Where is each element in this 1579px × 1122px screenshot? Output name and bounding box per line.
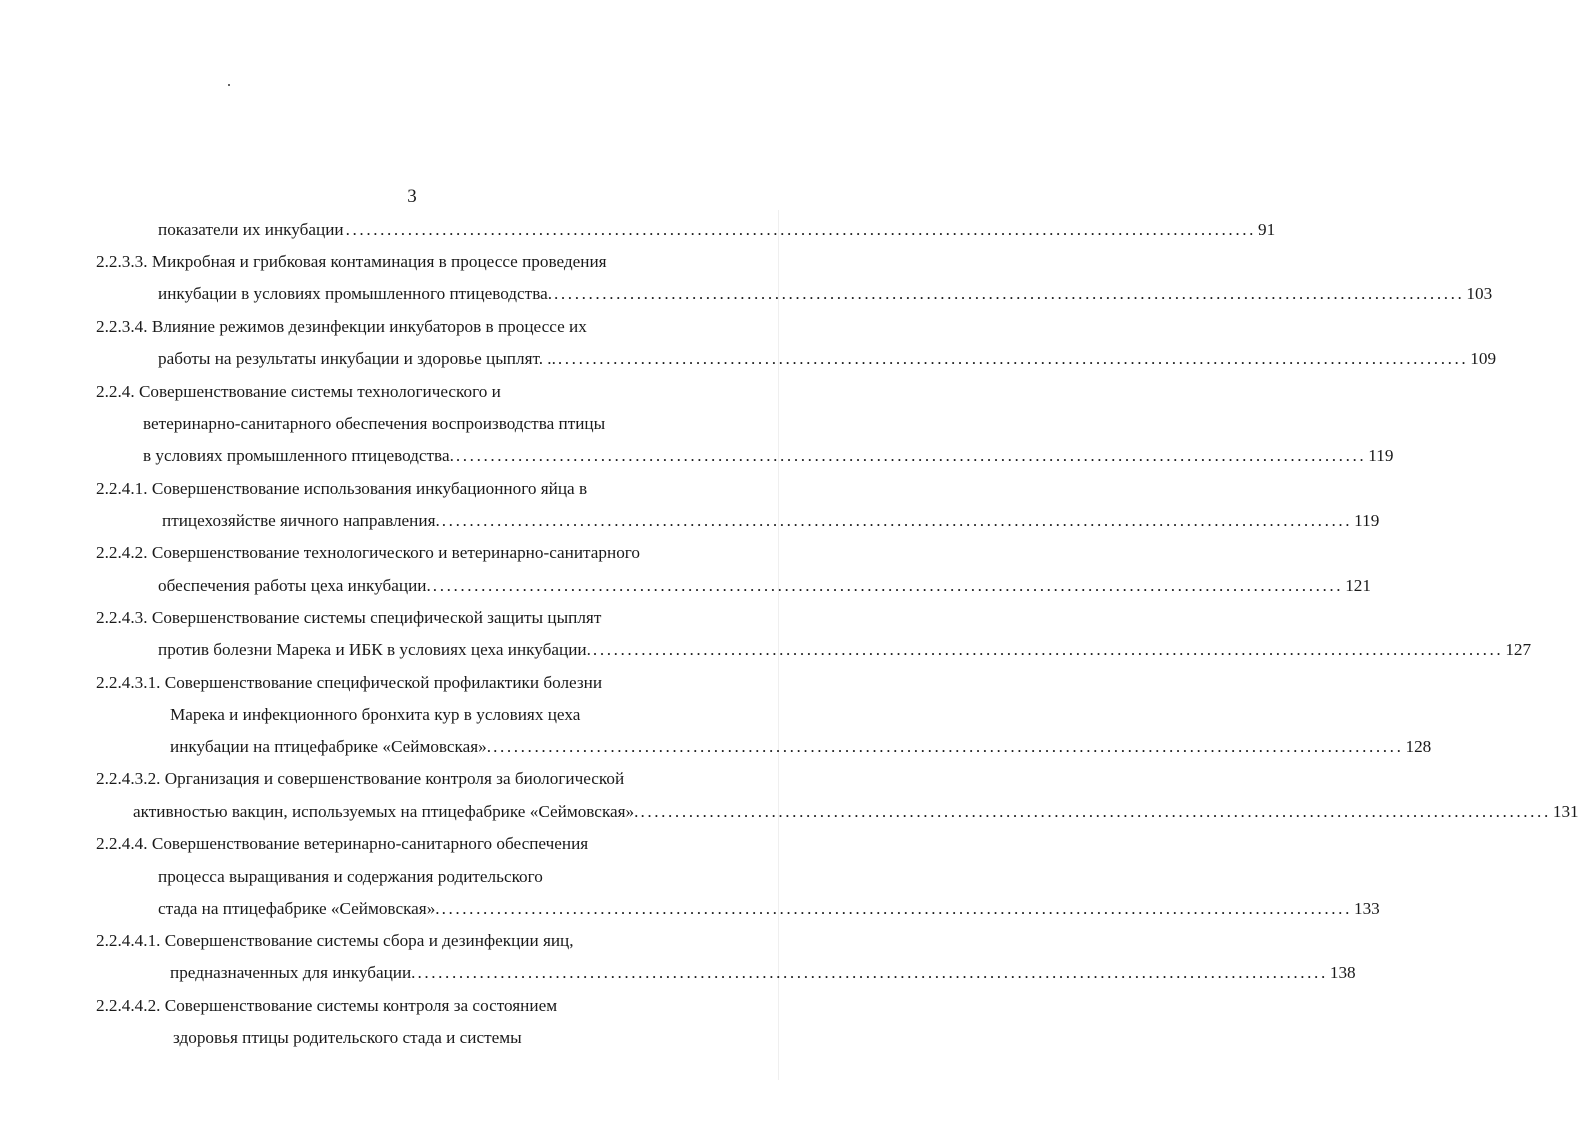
toc-page-number: 91 [1258,220,1276,239]
toc-dot-leader: .................................................................................................................................... [441,899,1352,918]
toc-dot-leader: .................................................................................................................................... [557,349,1469,368]
toc-entry [158,897,1380,921]
toc-dot-leader: .................................................................................................................................... [345,220,1257,239]
toc-entry [133,800,1579,824]
toc-entry: 2.2.4.2. Совершенствование технологического и ветеринарно-санитарного [96,543,641,562]
toc-entry [158,347,1497,371]
toc-entry: 2.2.4. Совершенствование системы технологического и [96,382,501,401]
toc-entry: Марека и инфекционного бронхита кур в условиях цеха [170,705,581,724]
page-number: 3 [407,186,417,207]
toc-dot-leader: .................................................................................................................................... [554,284,1465,303]
toc-page-number: 121 [1345,576,1371,595]
toc-entry-text: инкубации в условиях промышленного птицеводства. [158,284,553,303]
toc-entry: 2.2.4.1. Совершенствование использования инкубационного яйца в [96,479,588,498]
toc-entry: 2.2.4.3. Совершенствование системы специфической защиты цыплят [96,608,602,627]
toc-entry: 2.2.4.3.2. Организация и совершенствование контроля за биологической [96,769,625,788]
toc-entry-text: стада на птицефабрике «Сеймовская». [158,899,440,918]
toc-page-number: 119 [1368,446,1394,465]
toc-page-number: 138 [1329,963,1356,982]
toc-entry: ветеринарно-санитарного обеспечения воспроизводства птицы [143,414,606,433]
toc-entry: 2.2.4.4. Совершенствование ветеринарно-санитарного обеспечения [96,834,589,853]
toc-entry-text: в условиях промышленного птицеводства. [143,446,454,465]
toc-page-number: 133 [1353,899,1380,918]
toc-entry [170,961,1356,985]
toc-entry: 2.2.4.4.2. Совершенствование системы контроля за состоянием [96,996,558,1015]
toc-page-number: 119 [1354,511,1380,530]
toc-entry [158,218,1276,242]
toc-entry-text: показатели их инкубации [158,220,344,239]
toc-entry [143,444,1394,468]
toc-entry [158,638,1532,662]
toc-dot-leader: .................................................................................................................................... [432,576,1344,595]
toc-entry: 2.2.3.4. Влияние режимов дезинфекции инкубаторов в процессе их [96,317,587,336]
toc-page-number: 131 [1552,802,1579,821]
toc-entry: 2.2.4.3.1. Совершенствование специфической профилактики болезни [96,673,603,692]
toc-entry [158,574,1371,598]
toc-entry: 2.2.3.3. Микробная и грибковая контаминация в процессе проведения [96,252,607,271]
toc-entry-text: обеспечения работы цеха инкубации. [158,576,431,595]
toc-entry [158,282,1493,306]
toc-page-number: 109 [1470,349,1497,368]
toc-entry [162,509,1380,533]
toc-entry-text: работы на результаты инкубации и здоровье цыплят. .. [158,349,556,368]
toc-entry: здоровья птицы родительского стада и системы [173,1028,522,1047]
toc-entry: 2.2.4.4.1. Совершенствование системы сбора и дезинфекции яиц, [96,931,574,950]
toc-dot-leader: .................................................................................................................................... [592,640,1504,659]
toc-page-number: 128 [1405,737,1432,756]
toc-dot-leader: .................................................................................................................................... [455,446,1367,465]
toc-entry-text: предназначенных для инкубации. [170,963,416,982]
toc-entry-text: птицехозяйстве яичного направления. [162,511,440,530]
toc-entry-text: против болезни Марека и ИБК в условиях цеха инкубации. [158,640,591,659]
toc-entry: процесса выращивания и содержания родительского [158,867,543,886]
toc-dot-leader: .................................................................................................................................... [493,737,1404,756]
scan-speck [228,84,230,86]
toc-page-number: 103 [1466,284,1493,303]
toc-dot-leader: .................................................................................................................................... [640,802,1551,821]
toc-entry-text: инкубации на птицефабрике «Сеймовская». [170,737,492,756]
toc-entry [170,735,1432,759]
toc-page-number: 127 [1505,640,1532,659]
toc-entry-text: активностью вакцин, используемых на птицефабрике «Сеймовская». [133,802,639,821]
toc-dot-leader: .................................................................................................................................... [417,963,1328,982]
toc-dot-leader: .................................................................................................................................... [441,511,1353,530]
